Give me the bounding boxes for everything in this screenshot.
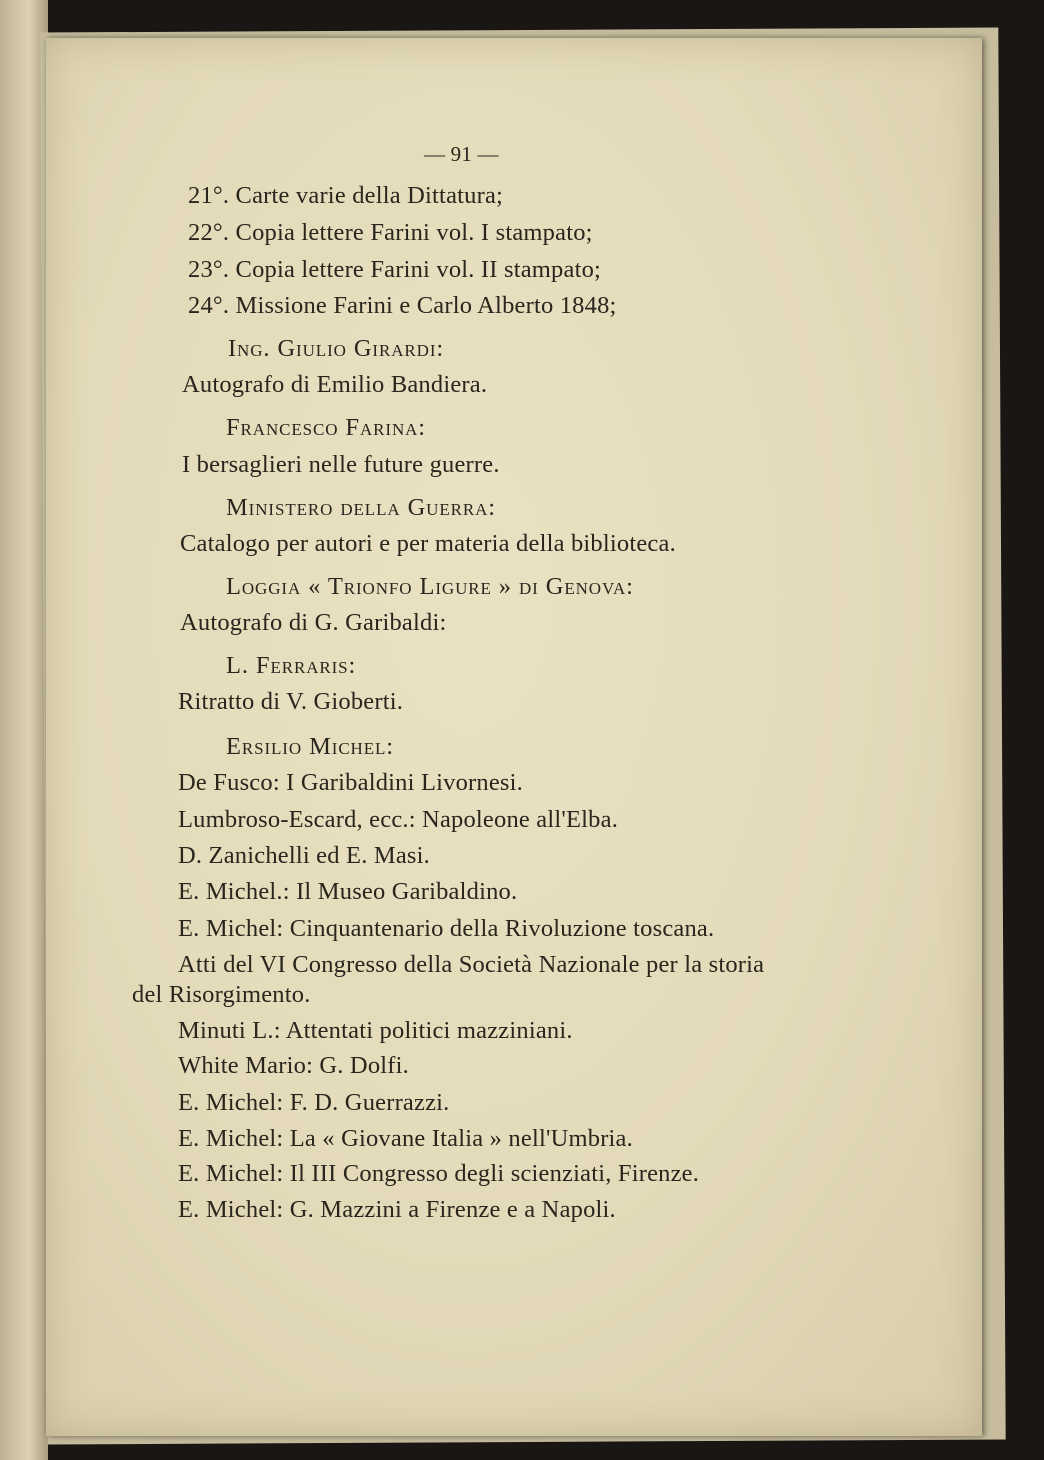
donor-heading: Ing. Giulio Girardi: xyxy=(228,335,445,362)
donor-heading: L. Ferraris: xyxy=(226,652,357,679)
donor-heading: Ersilio Michel: xyxy=(226,733,395,760)
donation-entry: White Mario: G. Dolfi. xyxy=(178,1052,409,1079)
donor-heading: Ministero della Guerra: xyxy=(226,494,496,521)
donation-entry: D. Zanichelli ed E. Masi. xyxy=(178,842,430,869)
donation-entry-continuation: del Risorgimento. xyxy=(132,981,311,1008)
list-item: 23°. Copia lettere Farini vol. II stampato; xyxy=(188,256,602,283)
list-item: 22°. Copia lettere Farini vol. I stampato; xyxy=(188,219,593,246)
donation-entry: E. Michel: G. Mazzini a Firenze e a Napoli. xyxy=(178,1196,616,1223)
donor-heading: Loggia « Trionfo Ligure » di Genova: xyxy=(226,573,634,600)
donation-entry: Autografo di Emilio Bandiera. xyxy=(182,371,488,398)
donation-entry: E. Michel: Il III Congresso degli scienziati, Firenze. xyxy=(178,1160,700,1187)
donation-entry: Minuti L.: Attentati politici mazziniani. xyxy=(178,1017,573,1044)
donation-entry: E. Michel: Cinquantenario della Rivoluzione toscana. xyxy=(178,915,715,942)
donation-entry: Ritratto di V. Gioberti. xyxy=(178,688,404,715)
donation-entry: Lumbroso-Escard, ecc.: Napoleone all'Elba. xyxy=(178,806,619,833)
book-page xyxy=(46,38,982,1436)
donation-entry: I bersaglieri nelle future guerre. xyxy=(182,451,500,478)
list-item: 21°. Carte varie della Dittatura; xyxy=(188,182,504,209)
donation-entry: Catalogo per autori e per materia della biblioteca. xyxy=(180,530,676,557)
page-number: — 91 — xyxy=(424,142,499,166)
donation-entry: Autografo di G. Garibaldi: xyxy=(180,609,447,636)
donation-entry: E. Michel: F. D. Guerrazzi. xyxy=(178,1089,450,1116)
donation-entry: De Fusco: I Garibaldini Livornesi. xyxy=(178,769,523,796)
donation-entry: E. Michel: La « Giovane Italia » nell'Umbria. xyxy=(178,1125,633,1152)
donor-heading: Francesco Farina: xyxy=(226,414,426,441)
donation-entry: E. Michel.: Il Museo Garibaldino. xyxy=(178,878,518,905)
list-item: 24°. Missione Farini e Carlo Alberto 1848; xyxy=(188,292,617,319)
donation-entry: Atti del VI Congresso della Società Nazionale per la storia xyxy=(178,951,765,978)
